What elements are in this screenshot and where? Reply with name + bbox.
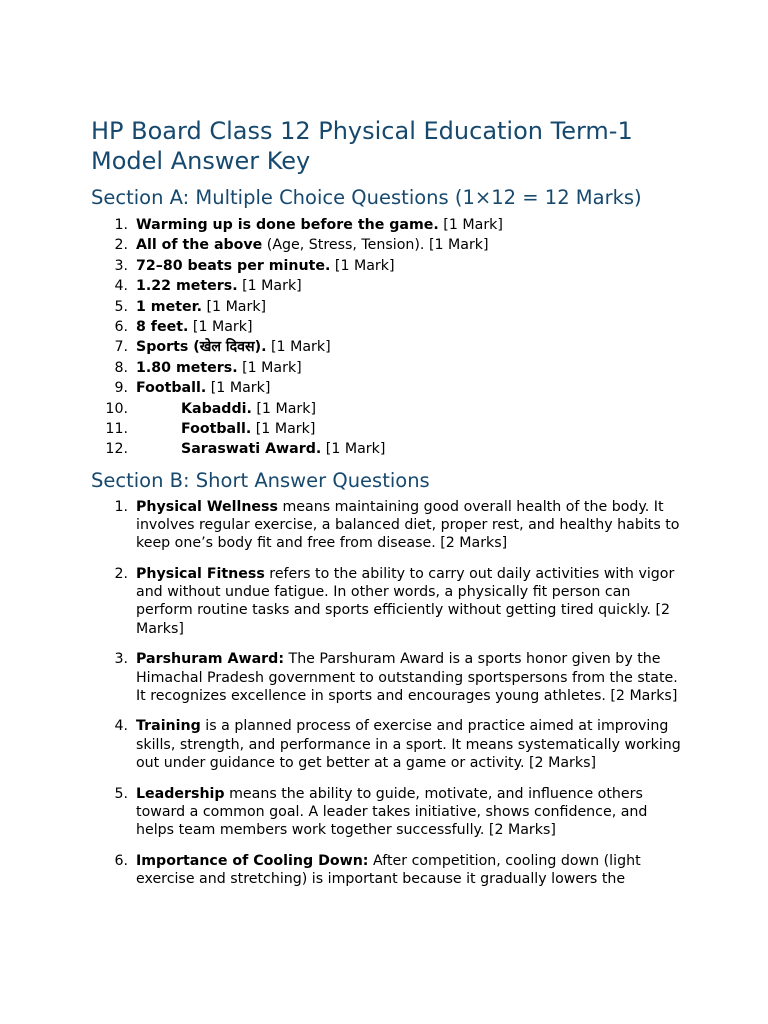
- answer-term: Importance of Cooling Down:: [136, 852, 369, 869]
- item-number: 5.: [114, 298, 128, 315]
- list-item: [91, 337, 681, 357]
- list-item: [91, 565, 681, 638]
- list-item: [91, 717, 681, 772]
- item-number: 1.: [114, 498, 128, 515]
- answer-bold: Sports (खेल दिवस).: [136, 339, 267, 356]
- item-number: 9.: [114, 380, 128, 397]
- list-item: [91, 317, 681, 337]
- item-number: 12.: [105, 441, 128, 458]
- item-number: 6.: [114, 852, 128, 869]
- section-a-heading: Section A: Multiple Choice Questions (1×12 = 12 Marks): [91, 186, 642, 209]
- answer-text: refers to the ability to carry out daily activities with vigor and without undue fatigue. In other words, a physically fit person can perform routine tasks and sports efficiently without getting tired quickly. [2 Marks]: [136, 565, 675, 637]
- answer-text: means the ability to guide, motivate, and influence others toward a common goal. A leader takes initiative, shows confidence, and helps team members work together successfully. [2 Marks]: [136, 785, 648, 838]
- item-number: 3.: [114, 257, 128, 274]
- answer-text: [1 Mark]: [251, 400, 316, 417]
- answer-bold: Warming up is done before the game.: [136, 217, 439, 233]
- answer-term: Parshuram Award:: [136, 651, 285, 668]
- list-item: [91, 297, 681, 317]
- list-item: [91, 358, 681, 378]
- item-number: 8.: [114, 359, 128, 376]
- answer-text: [1 Mark]: [330, 257, 395, 274]
- answer-bold: 1.80 meters.: [136, 359, 238, 376]
- list-item: [91, 498, 681, 553]
- list-item: [91, 439, 681, 459]
- answer-bold: Saraswati Award.: [181, 441, 322, 458]
- item-number: 4.: [114, 718, 128, 735]
- answer-text: [1 Mark]: [251, 421, 316, 438]
- list-item: [91, 215, 681, 235]
- answer-text: The Parshuram Award is a sports honor given by the Himachal Pradesh government to outstanding sportspersons from the state. It recognizes excellence in sports and encourages young athletes. [2 Marks]: [136, 651, 678, 704]
- answer-term: Leadership: [136, 785, 225, 802]
- answer-term: Physical Fitness: [136, 565, 265, 582]
- answer-bold: 72–80 beats per minute.: [136, 257, 331, 274]
- list-item: [91, 852, 681, 888]
- answer-text: [1 Mark]: [237, 359, 302, 376]
- item-number: 10.: [105, 400, 128, 417]
- item-number: 4.: [114, 278, 128, 295]
- document-title: HP Board Class 12 Physical Education Term-1 Model Answer Key: [91, 117, 633, 175]
- item-number: 1.: [114, 217, 128, 233]
- answer-text: [1 Mark]: [266, 339, 331, 356]
- item-number: 11.: [105, 421, 128, 438]
- list-item: [91, 419, 681, 439]
- mcq-answer-list: [91, 215, 681, 460]
- section-b-heading: Section B: Short Answer Questions: [91, 468, 430, 492]
- answer-text: [1 Mark]: [438, 217, 503, 233]
- answer-text: After competition, cooling down (light exercise and stretching) is important because it gradually lowers the: [136, 852, 641, 887]
- answer-text: [1 Mark]: [206, 380, 271, 397]
- item-number: 2.: [114, 565, 128, 582]
- item-number: 5.: [114, 785, 128, 802]
- answer-bold: Football.: [136, 380, 207, 397]
- list-item: [91, 378, 681, 398]
- list-item: [91, 256, 681, 276]
- answer-bold: 8 feet.: [136, 319, 189, 336]
- answer-term: Physical Wellness: [136, 498, 278, 515]
- item-number: 6.: [114, 319, 128, 336]
- item-number: 3.: [114, 651, 128, 668]
- list-item: [91, 235, 681, 255]
- list-item: [91, 399, 681, 419]
- answer-bold: All of the above: [136, 237, 263, 254]
- answer-text: (Age, Stress, Tension). [1 Mark]: [262, 237, 489, 254]
- answer-text: [1 Mark]: [237, 278, 302, 295]
- document-page: [91, 116, 681, 901]
- list-item: [91, 650, 681, 705]
- answer-text: is a planned process of exercise and practice aimed at improving skills, strength, and performance in a sport. It means systematically working out under guidance to get better at a game or activity. [2 Marks]: [136, 718, 681, 771]
- item-number: 2.: [114, 237, 128, 254]
- answer-text: [1 Mark]: [188, 319, 253, 336]
- short-answer-list: [91, 498, 681, 888]
- answer-text: means maintaining good overall health of the body. It involves regular exercise, a balanced diet, proper rest, and healthy habits to keep one’s body fit and free from disease. [2 Marks]: [136, 498, 680, 552]
- list-item: [91, 276, 681, 296]
- item-number: 7.: [114, 339, 128, 356]
- answer-text: [1 Mark]: [321, 441, 386, 458]
- answer-term: Training: [136, 718, 201, 735]
- answer-bold: 1.22 meters.: [136, 278, 238, 295]
- answer-bold: Football.: [181, 421, 252, 438]
- answer-text: [1 Mark]: [201, 298, 267, 315]
- list-item: [91, 785, 681, 840]
- answer-bold: 1 meter.: [136, 298, 202, 315]
- answer-bold: Kabaddi.: [181, 400, 252, 417]
